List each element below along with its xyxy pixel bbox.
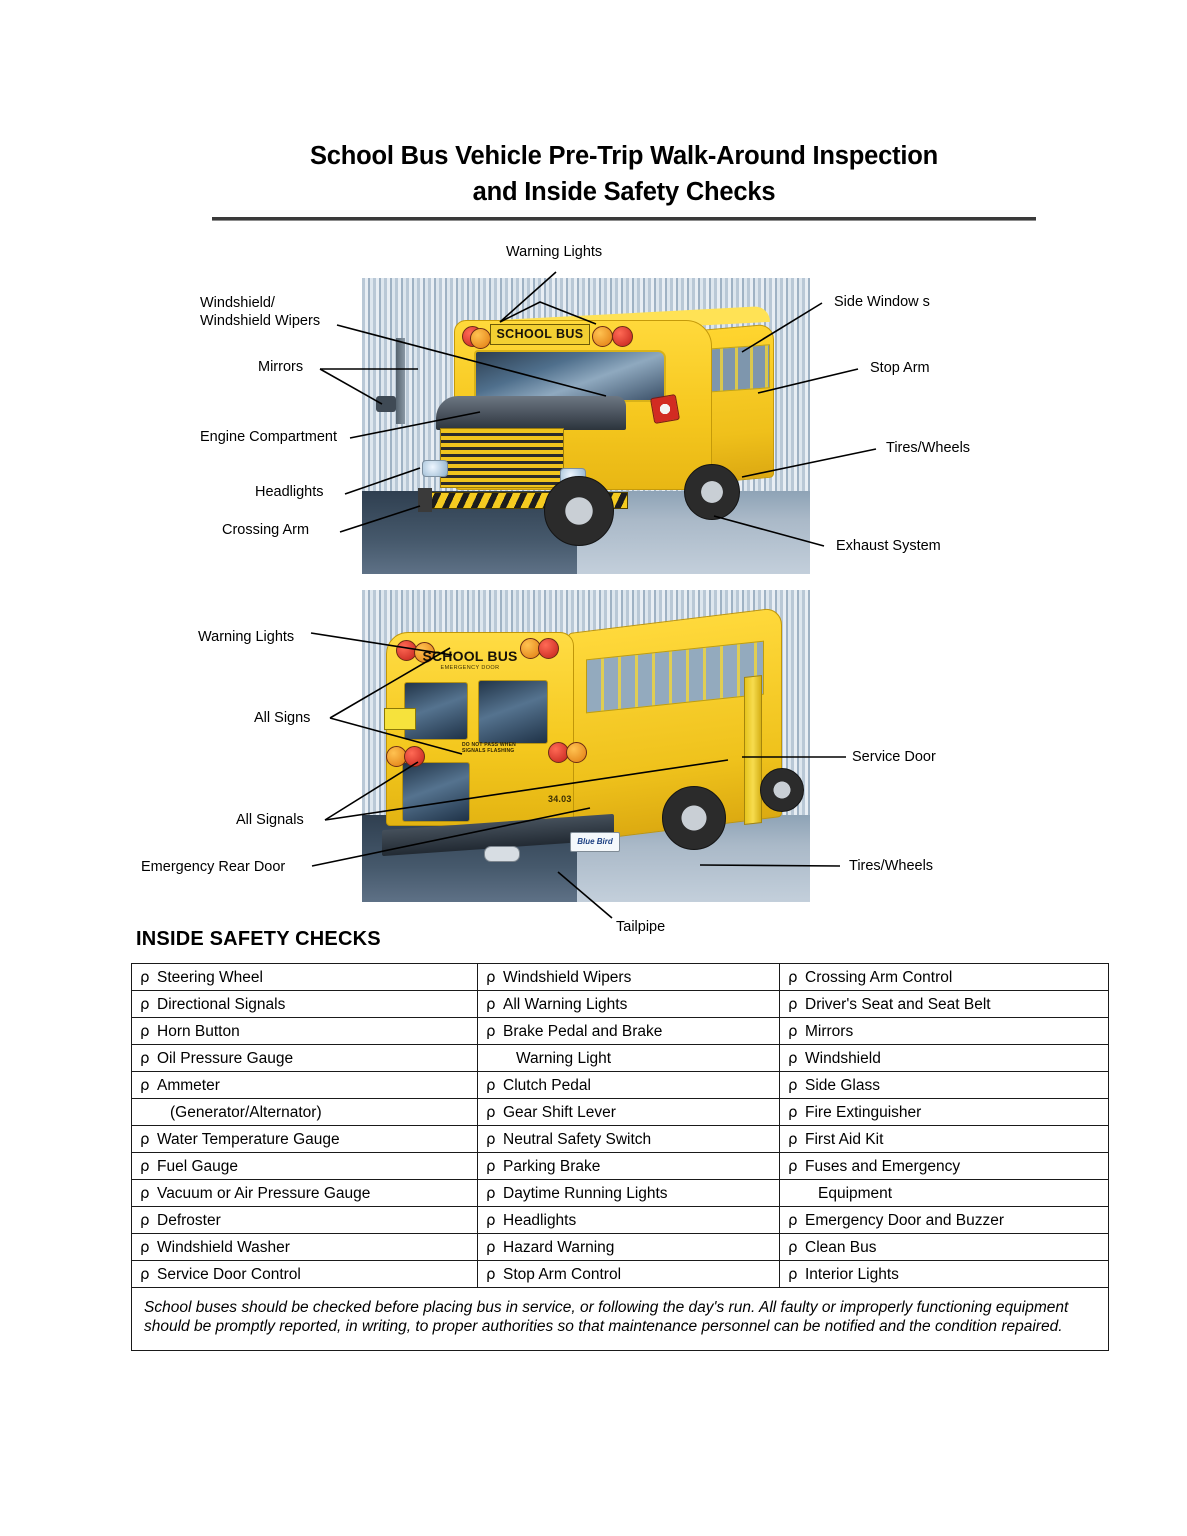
checklist-item[interactable]: [132, 1180, 478, 1207]
inside-safety-checks-table-wrapper: [131, 963, 1069, 1351]
checkbox-icon[interactable]: ρ: [140, 1021, 150, 1040]
school-bus-front-photo: [362, 278, 810, 574]
checklist-item[interactable]: [780, 1072, 1109, 1099]
checkbox-icon[interactable]: ρ: [486, 1102, 496, 1121]
checklist-item-label: Driver's Seat and Seat Belt: [805, 995, 991, 1013]
checklist-item[interactable]: [132, 1234, 478, 1261]
table-row: [132, 1018, 1109, 1045]
rear-wheel: [662, 786, 726, 850]
checklist-item[interactable]: [478, 1072, 780, 1099]
checklist-item-label: Warning Light: [516, 1049, 612, 1067]
table-row: [132, 1261, 1109, 1288]
checkbox-icon[interactable]: ρ: [788, 1210, 798, 1229]
checklist-item[interactable]: [478, 991, 780, 1018]
table-row: [132, 1234, 1109, 1261]
checklist-item-label: (Generator/Alternator): [170, 1103, 322, 1121]
checkbox-icon[interactable]: ρ: [788, 994, 798, 1013]
table-row: [132, 1288, 1109, 1351]
rear-signal-amber-right: [566, 742, 587, 763]
checklist-item-label: Fuses and Emergency: [805, 1157, 961, 1175]
bus-windshield: [474, 350, 666, 402]
checklist-item-label: All Warning Lights: [503, 995, 628, 1013]
inspection-note: School buses should be checked before placing bus in service, or following the day's run. All faulty or improperly functioning equipment should be promptly reported, in writing, to proper authorities so that maintenance personnel can be notified and the condition repaired.: [132, 1288, 1109, 1351]
checklist-item-label: Daytime Running Lights: [503, 1184, 668, 1202]
checklist-item-label: Directional Signals: [157, 995, 286, 1013]
engine-compartment-hood: [436, 396, 626, 430]
checklist-item[interactable]: [132, 964, 478, 991]
checklist-item-label: Crossing Arm Control: [805, 968, 953, 986]
checkbox-icon[interactable]: ρ: [788, 1129, 798, 1148]
side-mirror: [376, 396, 396, 412]
page-title-line-1: School Bus Vehicle Pre-Trip Walk-Around Inspection: [309, 142, 939, 170]
checklist-item-continuation[interactable]: [132, 1099, 478, 1126]
crossing-arm: [418, 488, 432, 512]
checklist-item[interactable]: [780, 1234, 1109, 1261]
callout-windshield-line-1: Windshield/: [200, 295, 275, 311]
callout-service-door: Service Door: [852, 749, 936, 765]
checkbox-icon[interactable]: ρ: [486, 1075, 496, 1094]
checklist-item-label: Side Glass: [805, 1076, 880, 1094]
callout-warning-lights-bottom: Warning Lights: [198, 629, 295, 645]
checklist-item[interactable]: [478, 1099, 780, 1126]
checklist-item[interactable]: [780, 1045, 1109, 1072]
table-row: [132, 1180, 1109, 1207]
checkbox-icon[interactable]: ρ: [140, 1129, 150, 1148]
checklist-item-label: Mirrors: [805, 1022, 854, 1040]
bus-header-sign: SCHOOL BUS: [490, 324, 590, 345]
checkbox-icon[interactable]: ρ: [486, 1156, 496, 1175]
checkbox-icon[interactable]: ρ: [140, 1183, 150, 1202]
checklist-item[interactable]: [132, 1207, 478, 1234]
checkbox-icon[interactable]: ρ: [486, 1237, 496, 1256]
checklist-item-label: Service Door Control: [157, 1265, 301, 1283]
page-title-line-2: and Inside Safety Checks: [472, 178, 776, 206]
checklist-item[interactable]: [478, 1234, 780, 1261]
checklist-item-label: First Aid Kit: [805, 1130, 884, 1148]
checkbox-icon[interactable]: ρ: [140, 1075, 150, 1094]
service-door: [744, 675, 762, 825]
checklist-item[interactable]: [478, 1126, 780, 1153]
checkbox-icon[interactable]: ρ: [788, 1048, 798, 1067]
checklist-item[interactable]: [132, 1126, 478, 1153]
checklist-item-continuation[interactable]: [478, 1045, 780, 1072]
checklist-item-label: Stop Arm Control: [503, 1265, 622, 1283]
callout-exhaust-system: Exhaust System: [836, 538, 941, 554]
checklist-item-label: Emergency Door and Buzzer: [805, 1211, 1005, 1229]
rear-warning-light-red-right: [538, 638, 559, 659]
checkbox-icon[interactable]: ρ: [140, 1210, 150, 1229]
table-row: [132, 991, 1109, 1018]
checklist-item[interactable]: [132, 1153, 478, 1180]
callout-mirrors: Mirrors: [258, 359, 304, 375]
warning-light-amber-left: [470, 328, 491, 349]
headlight-left: [422, 460, 448, 477]
callout-all-signs: All Signs: [254, 710, 311, 726]
warning-light-red-right: [612, 326, 633, 347]
checklist-item[interactable]: [780, 964, 1109, 991]
manufacturer-plate: Blue Bird: [570, 832, 620, 852]
front-wheel: [544, 476, 614, 546]
callout-engine-compartment: Engine Compartment: [200, 429, 338, 445]
checkbox-icon[interactable]: ρ: [140, 994, 150, 1013]
checkbox-icon[interactable]: ρ: [140, 1048, 150, 1067]
inside-safety-checks-heading: INSIDE SAFETY CHECKS: [136, 928, 381, 950]
table-row: [132, 1045, 1109, 1072]
checklist-item-label: Fuel Gauge: [157, 1157, 238, 1175]
checklist-item-label: Clean Bus: [805, 1238, 877, 1256]
checklist-item-label: Equipment: [818, 1184, 893, 1202]
callout-emergency-rear-door: Emergency Rear Door: [141, 859, 286, 875]
rear-window-right: [478, 680, 548, 744]
stop-arm-sign: [650, 394, 680, 424]
checkbox-icon[interactable]: ρ: [788, 1156, 798, 1175]
checklist-item[interactable]: [780, 991, 1109, 1018]
checkbox-icon[interactable]: ρ: [486, 1210, 496, 1229]
checkbox-icon[interactable]: ρ: [486, 1264, 496, 1283]
bus-grille: [440, 428, 564, 488]
checklist-item-label: Horn Button: [157, 1022, 240, 1040]
checklist-item-label: Ammeter: [157, 1076, 220, 1094]
checklist-item-label: Neutral Safety Switch: [503, 1130, 652, 1148]
inside-safety-checks-table: [131, 963, 1109, 1351]
checklist-item[interactable]: [780, 1207, 1109, 1234]
checkbox-icon[interactable]: ρ: [788, 967, 798, 986]
callout-side-windows: Side Window s: [834, 294, 930, 310]
callout-stop-arm: Stop Arm: [870, 360, 930, 376]
checkbox-icon[interactable]: ρ: [486, 1129, 496, 1148]
bus-number: 34.03: [548, 794, 572, 804]
table-row: [132, 1072, 1109, 1099]
callout-all-signals: All Signals: [236, 812, 304, 828]
warning-light-amber-right: [592, 326, 613, 347]
checklist-item[interactable]: [780, 1018, 1109, 1045]
school-bus-rear-photo: [362, 590, 810, 902]
rear-wheel: [684, 464, 740, 520]
checklist-item-label: Windshield: [805, 1049, 881, 1067]
checklist-item-label: Headlights: [503, 1211, 577, 1229]
checklist-item-label: Hazard Warning: [503, 1238, 615, 1256]
checklist-item[interactable]: [132, 991, 478, 1018]
front-wheel: [760, 768, 804, 812]
checkbox-icon[interactable]: ρ: [788, 1237, 798, 1256]
checklist-item[interactable]: [478, 1180, 780, 1207]
rear-signal-red-left: [404, 746, 425, 767]
checklist-item[interactable]: [780, 1126, 1109, 1153]
checklist-item[interactable]: [132, 1018, 478, 1045]
checkbox-icon[interactable]: ρ: [788, 1075, 798, 1094]
checklist-item-label: Oil Pressure Gauge: [157, 1049, 294, 1067]
checkbox-icon[interactable]: ρ: [788, 1021, 798, 1040]
callout-windshield-wipers: [200, 294, 320, 330]
checklist-item-label: Gear Shift Lever: [503, 1103, 616, 1121]
checklist-item-label: Brake Pedal and Brake: [503, 1022, 663, 1040]
do-not-pass-sign: DO NOT PASS WHEN SIGNALS FLASHING: [462, 742, 516, 754]
title-divider: [212, 217, 1036, 221]
table-row: [132, 1153, 1109, 1180]
callout-warning-lights-top: Warning Lights: [506, 244, 603, 260]
checkbox-icon[interactable]: ρ: [140, 1264, 150, 1283]
checklist-item[interactable]: [478, 1207, 780, 1234]
checkbox-icon[interactable]: ρ: [140, 967, 150, 986]
checklist-item-label: Fire Extinguisher: [805, 1103, 922, 1121]
callout-windshield-line-2: Windshield Wipers: [200, 313, 321, 329]
checklist-item[interactable]: [132, 1045, 478, 1072]
bus-rear-sign: SCHOOL BUS: [422, 648, 518, 664]
checkbox-icon[interactable]: ρ: [140, 1237, 150, 1256]
checklist-item-label: Windshield Wipers: [503, 968, 632, 986]
checklist-item[interactable]: [780, 1099, 1109, 1126]
checklist-item-label: Defroster: [157, 1211, 221, 1229]
checkbox-icon[interactable]: ρ: [788, 1102, 798, 1121]
checklist-item[interactable]: [132, 1072, 478, 1099]
callout-tailpipe: Tailpipe: [616, 919, 666, 935]
checklist-item-label: Water Temperature Gauge: [157, 1130, 340, 1148]
checklist-item[interactable]: [132, 1261, 478, 1288]
checkbox-icon[interactable]: ρ: [486, 1183, 496, 1202]
page-title: [210, 138, 1038, 210]
table-row: [132, 964, 1109, 991]
checklist-item[interactable]: [478, 1018, 780, 1045]
table-row: [132, 1099, 1109, 1126]
checkbox-icon[interactable]: ρ: [788, 1264, 798, 1283]
table-row: [132, 1207, 1109, 1234]
checklist-item-label: Parking Brake: [503, 1157, 601, 1175]
mirror-pole: [396, 338, 405, 424]
checklist-item[interactable]: [478, 964, 780, 991]
checklist-item-label: Vacuum or Air Pressure Gauge: [157, 1184, 371, 1202]
rear-notice-sign: [384, 708, 416, 730]
emergency-door-lower-window: [402, 762, 470, 822]
checkbox-icon[interactable]: ρ: [486, 994, 496, 1013]
callout-tires-wheels-bottom: Tires/Wheels: [849, 858, 934, 874]
checkbox-icon[interactable]: ρ: [140, 1156, 150, 1175]
callout-headlights: Headlights: [255, 484, 324, 500]
table-row: [132, 1126, 1109, 1153]
checklist-item-continuation[interactable]: [780, 1180, 1109, 1207]
checklist-item[interactable]: [780, 1153, 1109, 1180]
checklist-item[interactable]: [478, 1153, 780, 1180]
checklist-item[interactable]: [780, 1261, 1109, 1288]
callout-tires-wheels-top: Tires/Wheels: [886, 440, 971, 456]
checklist-item-label: Windshield Washer: [157, 1238, 290, 1256]
checklist-item-label: Clutch Pedal: [503, 1076, 591, 1094]
checklist-item-label: Steering Wheel: [157, 968, 263, 986]
checklist-item-label: Interior Lights: [805, 1265, 899, 1283]
callout-crossing-arm: Crossing Arm: [222, 522, 310, 538]
checkbox-icon[interactable]: ρ: [486, 967, 496, 986]
tailpipe: [484, 846, 520, 862]
checkbox-icon[interactable]: ρ: [486, 1021, 496, 1040]
checklist-item[interactable]: [478, 1261, 780, 1288]
bus-rear-emergency-door-text: EMERGENCY DOOR: [440, 665, 500, 671]
